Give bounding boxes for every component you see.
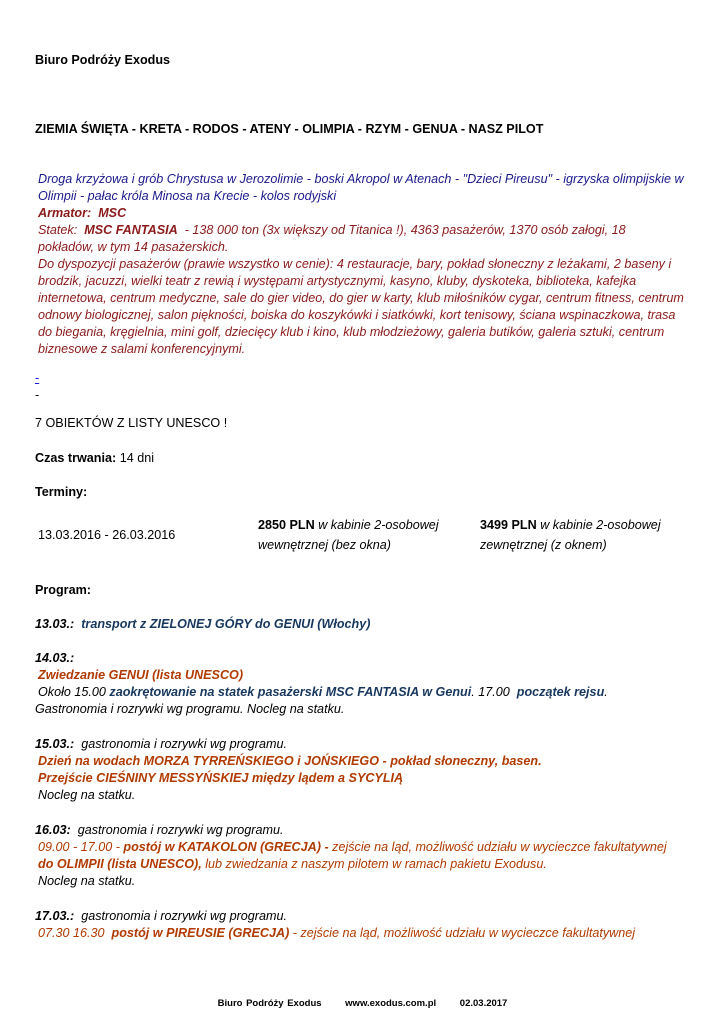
- price-outer: 3499 PLN: [480, 518, 537, 532]
- terms-label: Terminy:: [35, 485, 88, 499]
- day-16-03: [35, 822, 685, 890]
- term-price-inner: [258, 515, 480, 555]
- ship-amenities: Do dyspozycji pasażerów (prawie wszystko w cenie): 4 restauracje, bary, pokład słoneczny z leżakami, 2 baseny i brodzik, jacuzzi, wielki teatr z rewią i występami artystycznymi, kasyno, kluby, dyskoteka, biblioteka, kafejka internetowa, centrum medyczne, sale do gier video, do gier w karty, klub miłośników cygar, centrum fitness, centrum odnowy biologicznej, salon piękności, boiska do koszykówki i siatkówki, kort tenisowy, ściana wspinaczkowa, trasa do biegania, kręgielnia, mini golf, dziecięcy klub i kino, klub młodzieżowy, galeria butików, galeria sztuki, centrum biznesowe z salami konferencyjnymi.: [38, 257, 684, 356]
- day-15-03: [35, 736, 685, 804]
- day-date: 14.03.:: [35, 651, 75, 665]
- day-date: 13.03.:: [35, 617, 75, 631]
- footer-website[interactable]: www.exodus.com.pl: [345, 998, 437, 1009]
- day-line: [35, 839, 685, 873]
- day-line: gastronomia i rozrywki wg programu.: [81, 909, 287, 923]
- time-text: 09.00 - 17.00 -: [38, 840, 120, 854]
- time-text: 07.30 16.30: [38, 926, 105, 940]
- day-14-03: [35, 650, 685, 718]
- day-line: gastronomia i rozrywki wg programu.: [81, 737, 287, 751]
- punct: .: [604, 685, 608, 699]
- armator-line: [35, 205, 685, 222]
- day-line: Nocleg na statku.: [38, 788, 136, 802]
- day-date: 17.03.:: [35, 909, 75, 923]
- price-inner-desc2: wewnętrznej (bez okna): [258, 538, 391, 552]
- dash-link[interactable]: -: [35, 371, 40, 385]
- price-inner-desc1: w kabinie 2-osobowej: [318, 518, 439, 532]
- excursion-text: - zejście na ląd, możliwość udziału w wycieczce fakultatywnej: [292, 926, 636, 940]
- price-inner: 2850 PLN: [258, 518, 315, 532]
- stop-text: postój w PIREUSIE (GRECJA): [111, 926, 290, 940]
- program-label: Program:: [35, 583, 91, 597]
- duration-line: [35, 450, 685, 467]
- day-line: [35, 684, 685, 701]
- armator-label: Armator:: [38, 206, 92, 220]
- page-footer: [0, 998, 725, 1009]
- unesco-count: 7 OBIEKTÓW Z LISTY UNESCO !: [35, 416, 228, 430]
- olympia-text: do OLIMPII (lista UNESCO),: [38, 857, 202, 871]
- terms-table: [35, 515, 690, 555]
- duration-value: 14 dni: [119, 451, 155, 465]
- day-date: 15.03.:: [35, 737, 75, 751]
- page-title: ZIEMIA ŚWIĘTA - KRETA - RODOS - ATENY - OLIMPIA - RZYM - GENUA - NASZ PILOT: [35, 122, 544, 136]
- armator-value: MSC: [98, 206, 127, 220]
- table-row: [35, 515, 690, 555]
- day-line: Dzień na wodach MORZA TYRREŃSKIEGO i JOŃSKIEGO - pokład słoneczny, basen.: [38, 754, 542, 768]
- day-text: transport z ZIELONEJ GÓRY do GENUI (Włochy): [81, 617, 371, 631]
- day-line: Przejście CIEŚNINY MESSYŃSKIEJ między lądem a SYCYLIĄ: [38, 771, 404, 785]
- ship-name: MSC FANTASIA: [84, 223, 178, 237]
- excursion-text: lub zwiedzania z naszym pilotem w ramach pakietu Exodusu.: [205, 857, 547, 871]
- day-line: gastronomia i rozrywki wg programu.: [77, 823, 284, 837]
- excursion-text: zejście na ląd, możliwość udziału w wycieczce fakultatywnej: [332, 840, 667, 854]
- price-outer-desc1: w kabinie 2-osobowej: [540, 518, 661, 532]
- dash-separator: -: [35, 388, 40, 402]
- day-date: 16.03:: [35, 823, 71, 837]
- time-text: . 17.00: [471, 685, 510, 699]
- day-17-03: [35, 908, 685, 942]
- stop-text: postój w KATAKOLON (GRECJA) -: [123, 840, 329, 854]
- cruise-start: początek rejsu: [516, 685, 605, 699]
- time-text: Około 15.00: [38, 685, 106, 699]
- term-dates: 13.03.2016 - 26.03.2016: [38, 528, 176, 542]
- day-13-03: [35, 616, 685, 633]
- footer-company: Biuro Podróży Exodus: [217, 998, 322, 1009]
- intro-highlights: Droga krzyżowa i grób Chrystusa w Jerozolimie - boski Akropol w Atenach - "Dzieci Pireusu" - igrzyska olimpijskie w Olimpii - pałac króla Minosa na Krecie - kolos rodyjski: [38, 172, 684, 203]
- intro-section: [35, 171, 685, 358]
- embark-text: zaokrętowanie na statek pasażerski MSC FANTASIA w Genui: [109, 685, 472, 699]
- ship-details: - 138 000 ton (3x większy od Titanica !), 4363 pasażerów, 1370 osób załogi, 18 pokładów, w tym 14 pasażerskich.: [38, 223, 626, 254]
- term-price-outer: [480, 515, 690, 555]
- price-outer-desc2: zewnętrznej (z oknem): [480, 538, 607, 552]
- day-line: Gastronomia i rozrywki wg programu. Nocleg na statku.: [35, 702, 345, 716]
- company-header: Biuro Podróży Exodus: [35, 53, 171, 67]
- day-line: Zwiedzanie GENUI (lista UNESCO): [38, 668, 244, 682]
- ship-line: [35, 222, 685, 256]
- ship-label: Statek:: [38, 223, 78, 237]
- footer-date: 02.03.2017: [459, 998, 508, 1009]
- day-line: [35, 925, 685, 942]
- duration-label: Czas trwania:: [35, 451, 117, 465]
- day-line: Nocleg na statku.: [38, 874, 136, 888]
